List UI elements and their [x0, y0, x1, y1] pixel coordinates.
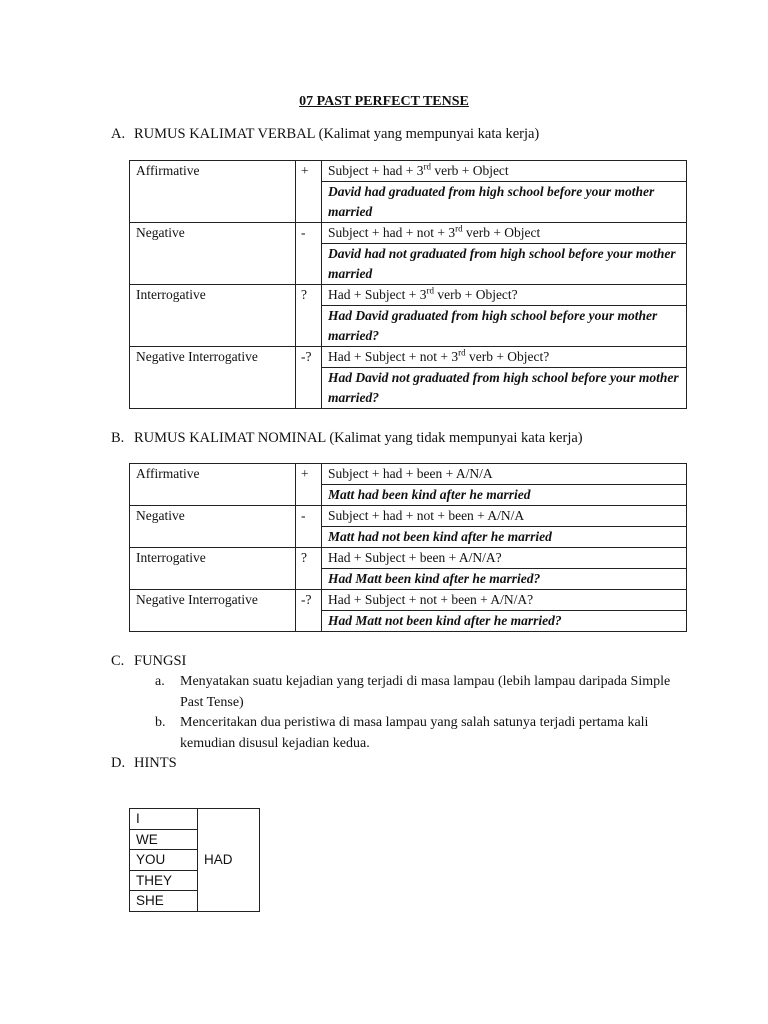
hint-auxiliary: HAD — [198, 809, 260, 912]
formula-row — [130, 464, 687, 485]
ordinal-suffix: rd — [426, 285, 434, 296]
formula-cell: Subject + had + not + been + A/N/A — [322, 506, 687, 527]
sentence-symbol: -? — [296, 347, 322, 409]
formula-row — [130, 285, 687, 306]
formula-cell — [322, 285, 687, 306]
sentence-type: Negative — [130, 223, 296, 285]
example-sentence: Matt had been kind after he married — [322, 485, 687, 506]
function-item-a-mark: a. — [155, 674, 165, 689]
section-a-heading — [111, 126, 539, 143]
function-list — [155, 672, 685, 754]
formula-text: verb + Object? — [465, 349, 550, 364]
ordinal-suffix: rd — [423, 161, 431, 172]
function-item-b-mark: b. — [155, 715, 166, 730]
section-c-heading — [111, 653, 186, 670]
formula-text: Had + Subject + not + 3 — [328, 349, 459, 364]
example-sentence: Had Matt not been kind after he married? — [322, 611, 687, 632]
formula-text: verb + Object? — [433, 287, 518, 302]
section-a-letter: A. — [111, 126, 126, 142]
formula-cell — [322, 223, 687, 244]
sentence-type: Affirmative — [130, 161, 296, 223]
formula-row — [130, 161, 687, 182]
formula-text: Had + Subject + 3 — [328, 287, 427, 302]
section-d-letter: D. — [111, 755, 126, 771]
section-d-title: HINTS — [134, 755, 177, 771]
section-a-title: RUMUS KALIMAT VERBAL (Kalimat yang mempunyai kata kerja) — [134, 126, 540, 142]
hint-pronoun: I — [130, 809, 198, 830]
formula-cell: Had + Subject + not + been + A/N/A? — [322, 590, 687, 611]
section-c-letter: C. — [111, 653, 125, 669]
sentence-symbol: -? — [296, 590, 322, 632]
section-b-heading — [111, 430, 583, 447]
formula-text: Subject + had + 3 — [328, 163, 424, 178]
verbal-formula-table — [129, 160, 687, 409]
formula-row — [130, 506, 687, 527]
function-item-b — [155, 713, 685, 754]
section-b-title: RUMUS KALIMAT NOMINAL (Kalimat yang tidak mempunyai kata kerja) — [134, 430, 583, 446]
formula-cell: Had + Subject + been + A/N/A? — [322, 548, 687, 569]
formula-text: verb + Object — [462, 225, 541, 240]
hints-table — [129, 808, 260, 912]
sentence-symbol: ? — [296, 285, 322, 347]
function-item-a-text: Menyatakan suatu kejadian yang terjadi di masa lampau (lebih lampau daripada Simple Past Tense) — [180, 674, 671, 710]
formula-row — [130, 347, 687, 368]
sentence-type: Affirmative — [130, 464, 296, 506]
sentence-type: Negative — [130, 506, 296, 548]
section-d-heading — [111, 755, 177, 772]
sentence-symbol: - — [296, 506, 322, 548]
formula-row — [130, 590, 687, 611]
section-c-title: FUNGSI — [134, 653, 187, 669]
sentence-symbol: + — [296, 161, 322, 223]
example-sentence: Had David graduated from high school before your mother married? — [322, 306, 687, 347]
sentence-symbol: + — [296, 464, 322, 506]
formula-text: verb + Object — [430, 163, 509, 178]
sentence-type: Negative Interrogative — [130, 590, 296, 632]
sentence-symbol: - — [296, 223, 322, 285]
function-item-b-text: Menceritakan dua peristiwa di masa lampau yang salah satunya terjadi pertama kali kemudian disusul kejadian kedua. — [180, 715, 649, 751]
example-sentence: Had David not graduated from high school before your mother married? — [322, 368, 687, 409]
hint-pronoun: YOU — [130, 850, 198, 871]
formula-cell: Subject + had + been + A/N/A — [322, 464, 687, 485]
formula-text: Subject + had + not + 3 — [328, 225, 456, 240]
formula-cell — [322, 347, 687, 368]
hint-pronoun: SHE — [130, 891, 198, 912]
ordinal-suffix: rd — [458, 347, 466, 358]
page-title: 07 PAST PERFECT TENSE — [299, 94, 469, 109]
formula-row — [130, 223, 687, 244]
function-item-a — [155, 672, 685, 713]
formula-cell — [322, 161, 687, 182]
formula-row — [130, 548, 687, 569]
sentence-type: Negative Interrogative — [130, 347, 296, 409]
section-b-letter: B. — [111, 430, 125, 446]
example-sentence: Matt had not been kind after he married — [322, 527, 687, 548]
sentence-type: Interrogative — [130, 548, 296, 590]
ordinal-suffix: rd — [455, 223, 463, 234]
example-sentence: Had Matt been kind after he married? — [322, 569, 687, 590]
hint-pronoun: WE — [130, 829, 198, 850]
sentence-symbol: ? — [296, 548, 322, 590]
example-sentence: David had graduated from high school before your mother married — [322, 182, 687, 223]
hint-pronoun: THEY — [130, 870, 198, 891]
example-sentence: David had not graduated from high school before your mother married — [322, 244, 687, 285]
nominal-formula-table — [129, 463, 687, 632]
sentence-type: Interrogative — [130, 285, 296, 347]
